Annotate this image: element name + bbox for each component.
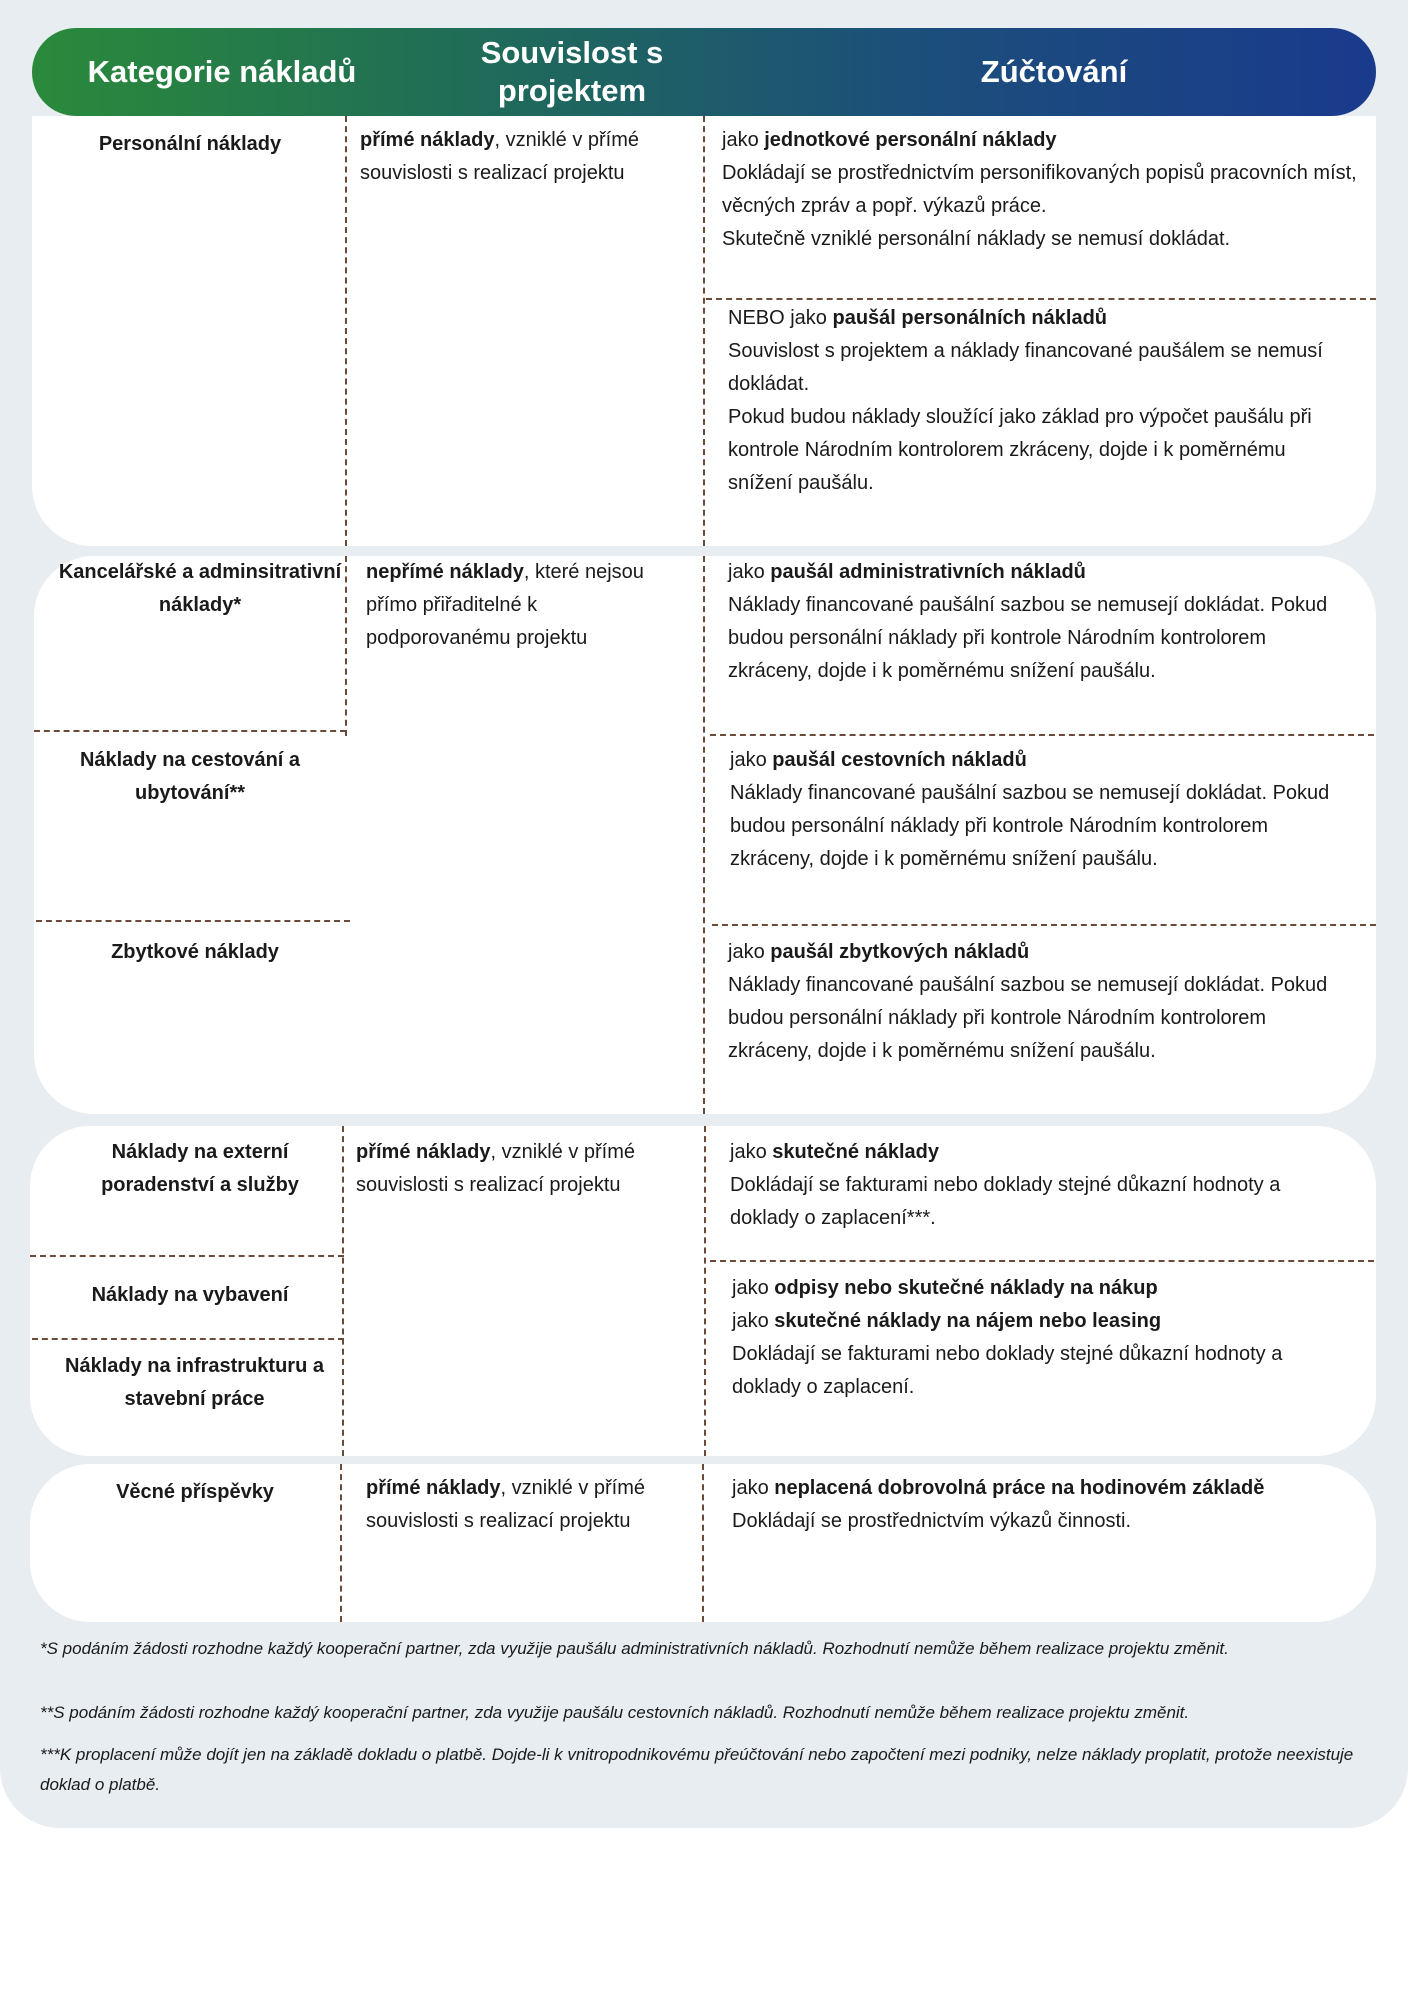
category-in-kind: Věcné příspěvky	[116, 1481, 274, 1503]
row-divider	[710, 1260, 1374, 1262]
billing-travel-flat-rate: jako paušál cestovních nákladů Náklady financované paušální sazbou se nemusejí dokládat. Pokud budou personální náklady při kontrole Národním kontrolorem zkráceny, dojde i k poměrnému snížení paušálu.	[730, 749, 1330, 870]
relation-personal: přímé náklady, vzniklé v přímé souvislosti s realizací projektu	[360, 129, 639, 184]
column-divider	[704, 1126, 706, 1456]
column-divider	[702, 1464, 704, 1622]
row-divider	[712, 924, 1376, 926]
category-personal: Personální náklady	[98, 133, 282, 155]
billing-residual-flat-rate: jako paušál zbytkových nákladů Náklady financované paušální sazbou se nemusejí dokládat. Pokud budou personální náklady při kontrole Národním kontrolorem zkráceny, dojde i k poměrnému snížení paušálu.	[728, 941, 1328, 1062]
row-divider	[34, 730, 346, 732]
footnote-3: ***K proplacení může dojít jen na základě dokladu o platbě. Dojde-li k vnitropodnikovému přeúčtování nebo započtení mezi podniky, nelze náklady proplatit, protože neexistuje doklad o platbě.	[40, 1745, 1354, 1794]
category-administrative: Kancelářské a adminsitrativní náklady*	[58, 561, 342, 616]
row-divider	[32, 1338, 344, 1340]
category-travel: Náklady na cestování a ubytování**	[79, 749, 301, 804]
category-infrastructure: Náklady na infrastrukturu a stavební práce	[65, 1355, 324, 1410]
category-equipment: Náklady na vybavení	[91, 1284, 289, 1306]
header-category: Kategorie nákladů	[87, 54, 357, 89]
header-billing: Zúčtování	[980, 54, 1128, 89]
billing-equipment-infrastructure: jako odpisy nebo skutečné náklady na nákup jako skutečné náklady na nájem nebo leasing Dokládají se fakturami nebo doklady stejné důkazní hodnoty a doklady o zaplacení.	[732, 1277, 1283, 1398]
relation-indirect: nepřímé náklady, které nejsou přímo přiřaditelné k podporovanému projektu	[366, 561, 644, 649]
header-project-relation: Souvislost s projektem	[480, 35, 664, 108]
footnote-1: *S podáním žádosti rozhodne každý kooperační partner, zda využije paušálu administrativních nákladů. Rozhodnutí nemůže během realizace projektu změnit.	[40, 1639, 1229, 1658]
billing-actual-costs: jako skutečné náklady Dokládají se fakturami nebo doklady stejné důkazní hodnoty a doklady o zaplacení***.	[730, 1141, 1281, 1229]
row-divider	[706, 298, 1376, 300]
row-divider	[30, 1255, 344, 1257]
billing-unit-costs: jako jednotkové personální náklady Dokládají se prostřednictvím personifikovaných popisů pracovních míst, věcných zpráv a popř. výkazů práce. Skutečně vzniklé personální náklady se nemusí dokládat.	[722, 129, 1357, 250]
column-divider	[703, 556, 705, 1114]
row-divider	[710, 734, 1374, 736]
column-divider	[345, 556, 347, 736]
billing-admin-flat-rate: jako paušál administrativních nákladů Náklady financované paušální sazbou se nemusejí dokládat. Pokud budou personální náklady při kontrole Národním kontrolorem zkráceny, dojde i k poměrnému snížení paušálu.	[728, 561, 1328, 682]
relation-direct: přímé náklady, vzniklé v přímé souvislosti s realizací projektu	[356, 1141, 635, 1196]
relation-in-kind: přímé náklady, vzniklé v přímé souvislosti s realizací projektu	[366, 1477, 645, 1532]
footnote-2: **S podáním žádosti rozhodne každý kooperační partner, zda využije paušálu cestovních nákladů. Rozhodnutí nemůže během realizace projektu změnit.	[40, 1703, 1190, 1722]
category-residual: Zbytkové náklady	[111, 941, 279, 963]
table-header	[32, 28, 1376, 116]
row-divider	[36, 920, 350, 922]
category-external-services: Náklady na externí poradenství a služby	[101, 1141, 299, 1196]
billing-volunteer-work: jako neplacená dobrovolná práce na hodinovém základě Dokládají se prostřednictvím výkazů činnosti.	[732, 1477, 1265, 1532]
column-divider	[340, 1464, 342, 1622]
billing-personal-flat-rate: NEBO jako paušál personálních nákladů Souvislost s projektem a náklady financované paušálem se nemusí dokládat. Pokud budou náklady sloužící jako základ pro výpočet paušálu při kontrole Národním kontrolorem zkráceny, dojde i k poměrnému snížení paušálu.	[728, 307, 1323, 494]
column-divider	[345, 116, 347, 546]
column-divider	[703, 116, 705, 546]
